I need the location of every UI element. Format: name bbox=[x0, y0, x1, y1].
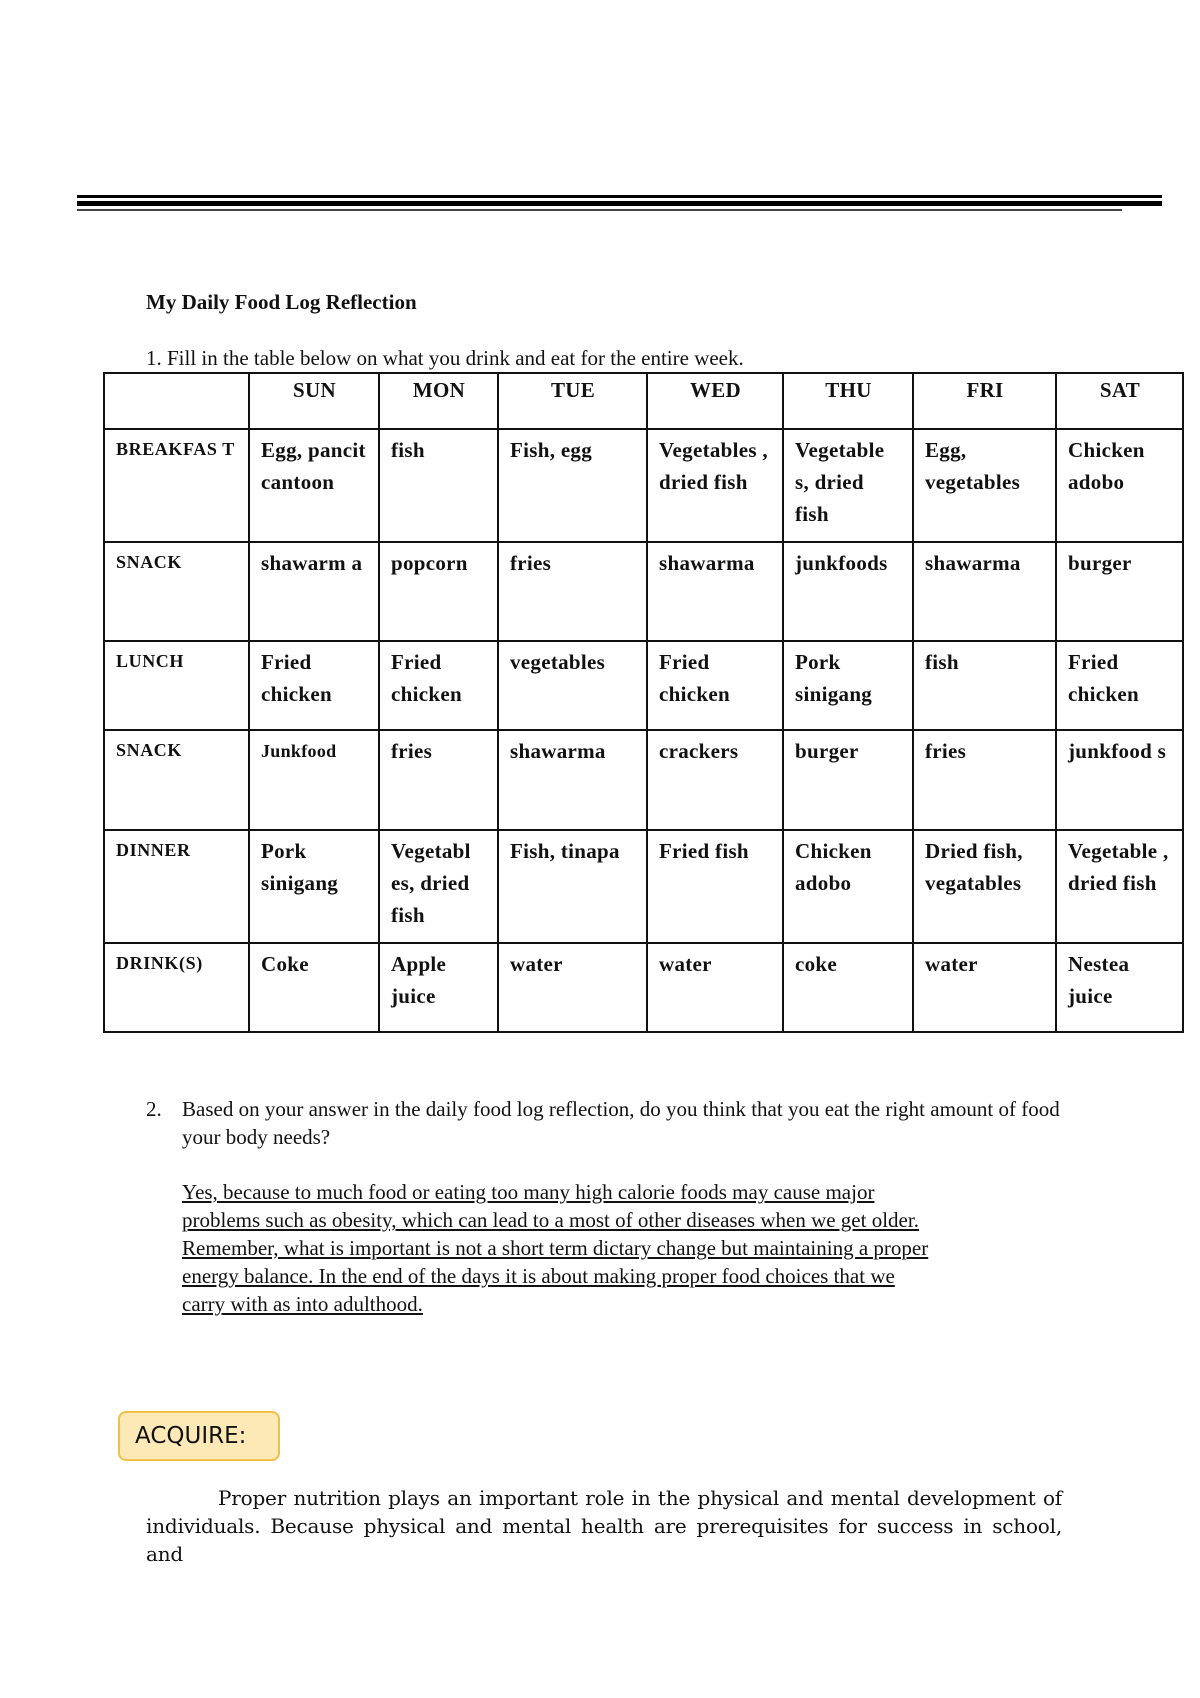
table-cell: Egg, pancit cantoon bbox=[249, 429, 379, 542]
acquire-label-box: ACQUIRE: bbox=[118, 1411, 280, 1461]
table-cell: water bbox=[913, 943, 1056, 1032]
day-header: WED bbox=[647, 373, 783, 429]
meal-label: DRINK(S) bbox=[104, 943, 249, 1032]
meal-label: SNACK bbox=[104, 542, 249, 641]
table-cell: shawarm a bbox=[249, 542, 379, 641]
table-cell: fish bbox=[913, 641, 1056, 730]
table-cell: Vegetable , dried fish bbox=[1056, 830, 1183, 943]
table-cell: fish bbox=[379, 429, 498, 542]
table-cell: water bbox=[647, 943, 783, 1032]
table-cell: fries bbox=[379, 730, 498, 830]
question-2-text: Based on your answer in the daily food log reflection, do you think that you eat the right amount of food your body needs? bbox=[182, 1097, 1060, 1149]
table-row bbox=[104, 943, 1183, 1032]
day-header: FRI bbox=[913, 373, 1056, 429]
table-row bbox=[104, 429, 1183, 542]
table-cell: junkfoods bbox=[783, 542, 913, 641]
table-cell: Fish, egg bbox=[498, 429, 647, 542]
table-row bbox=[104, 542, 1183, 641]
table-cell: burger bbox=[1056, 542, 1183, 641]
table-cell: Pork sinigang bbox=[249, 830, 379, 943]
table-row bbox=[104, 830, 1183, 943]
table-cell: shawarma bbox=[913, 542, 1056, 641]
table-cell: coke bbox=[783, 943, 913, 1032]
table-cell: Chicken adobo bbox=[783, 830, 913, 943]
table-cell: fries bbox=[498, 542, 647, 641]
page-title: My Daily Food Log Reflection bbox=[146, 290, 417, 314]
table-cell: Dried fish, vegatables bbox=[913, 830, 1056, 943]
table-header-row bbox=[104, 373, 1183, 429]
meal-label: BREAKFAS T bbox=[104, 429, 249, 542]
table-cell: popcorn bbox=[379, 542, 498, 641]
table-cell: shawarma bbox=[498, 730, 647, 830]
table-row bbox=[104, 641, 1183, 730]
table-cell: water bbox=[498, 943, 647, 1032]
table-cell: fries bbox=[913, 730, 1056, 830]
food-log-table bbox=[103, 372, 1184, 1033]
table-cell: shawarma bbox=[647, 542, 783, 641]
table-cell: junkfood s bbox=[1056, 730, 1183, 830]
table-cell: Fried chicken bbox=[249, 641, 379, 730]
table-cell: Vegetabl es, dried fish bbox=[379, 830, 498, 943]
table-cell: Nestea juice bbox=[1056, 943, 1183, 1032]
question-1: 1. Fill in the table below on what you drink and eat for the entire week. bbox=[146, 346, 744, 370]
day-header: SAT bbox=[1056, 373, 1183, 429]
table-cell: Vegetable s, dried fish bbox=[783, 429, 913, 542]
meal-label: SNACK bbox=[104, 730, 249, 830]
day-header: SUN bbox=[249, 373, 379, 429]
table-cell: Apple juice bbox=[379, 943, 498, 1032]
header-blank-cell bbox=[104, 373, 249, 429]
meal-label: DINNER bbox=[104, 830, 249, 943]
table-cell: Fried chicken bbox=[379, 641, 498, 730]
question-2-answer: Yes, because to much food or eating too many high calorie foods may cause major problems such as obesity, which can lead to a most of other diseases when we get older. Remember, what is important is not a short term dictary change but maintaining a proper energy balance. In the end of the days it is about making proper food choices that we carry with as into adulthood. bbox=[182, 1180, 929, 1316]
table-cell: Coke bbox=[249, 943, 379, 1032]
table-cell: Pork sinigang bbox=[783, 641, 913, 730]
table-cell: Fried fish bbox=[647, 830, 783, 943]
table-cell: vegetables bbox=[498, 641, 647, 730]
table-cell: Fried chicken bbox=[1056, 641, 1183, 730]
table-cell: burger bbox=[783, 730, 913, 830]
table-cell: Vegetables , dried fish bbox=[647, 429, 783, 542]
table-cell: Fried chicken bbox=[647, 641, 783, 730]
question-2-number: 2. bbox=[146, 1097, 162, 1121]
table-cell: Egg, vegetables bbox=[913, 429, 1056, 542]
day-header: TUE bbox=[498, 373, 647, 429]
acquire-paragraph: Proper nutrition plays an important role in the physical and mental development of individuals. Because physical and mental health are prerequisites for success in school, and bbox=[146, 1486, 1062, 1566]
table-cell: crackers bbox=[647, 730, 783, 830]
day-header: THU bbox=[783, 373, 913, 429]
table-cell: Chicken adobo bbox=[1056, 429, 1183, 542]
table-cell: Fish, tinapa bbox=[498, 830, 647, 943]
meal-label: LUNCH bbox=[104, 641, 249, 730]
table-cell: Junkfood bbox=[249, 730, 379, 830]
day-header: MON bbox=[379, 373, 498, 429]
table-row bbox=[104, 730, 1183, 830]
